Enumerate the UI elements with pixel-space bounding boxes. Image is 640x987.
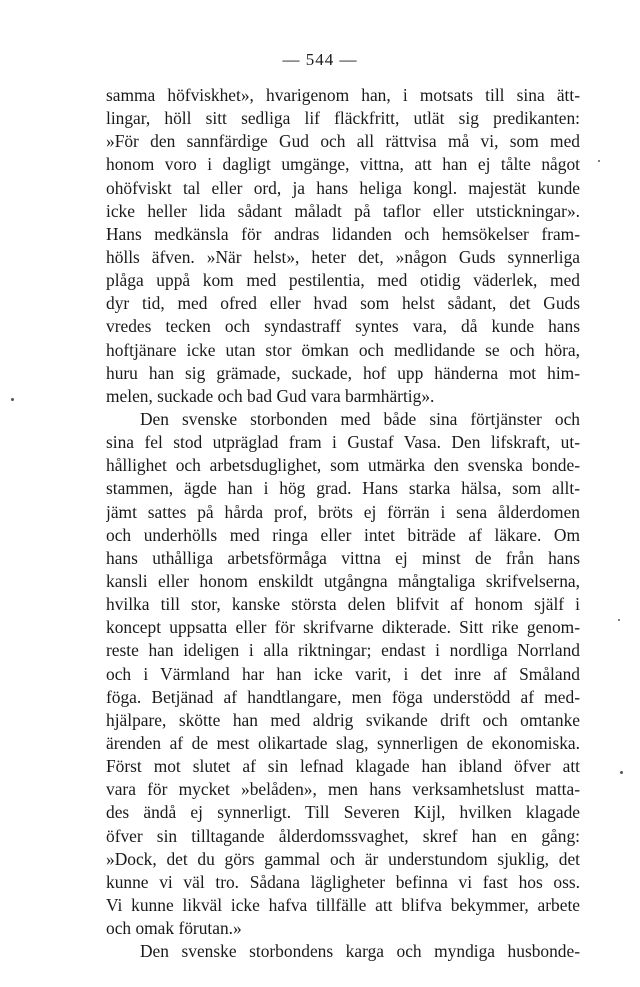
text-line: koncept uppsatta eller för skrifvarne dikterade. Sitt rike genom-: [106, 617, 580, 638]
text-line: dyr tid, med ofred eller hvad som helst sådant, det Guds: [106, 293, 580, 314]
text-line: vredes tecken och syndastraff syntes vara, då kunde hans: [106, 316, 580, 337]
text-line: des ändå ej synnerligt. Till Severen Kijl, hvilken klagade: [106, 802, 580, 823]
text-line: melen, suckade och bad Gud vara barmhärtig».: [106, 385, 435, 406]
text-line: »För den sannfärdige Gud och all rättvisa må vi, som med: [106, 131, 580, 152]
scan-speck: [618, 619, 620, 621]
text-line: och omak förutan.»: [106, 918, 242, 939]
text-line: honom voro i dagligt umgänge, vittna, att han ej tålte något: [106, 154, 580, 175]
text-line: Vi kunne likväl icke hafva tillfälle att blifva bekymmer, arbete: [106, 894, 580, 915]
text-line: föga. Betjänad af handtlangare, men föga understödd af med-: [106, 686, 580, 707]
text-line: hjälpare, skötte han med aldrig svikande drift och omtanke: [106, 709, 580, 730]
scan-speck: [598, 160, 600, 162]
text-line: hållighet och arbetsduglighet, som utmärka den svenska bonde-: [106, 455, 580, 476]
text-line: ärenden af de mest olikartade slag, synnerligen de ekonomiska.: [106, 732, 580, 753]
text-line: samma höfviskhet», hvarigenom han, i motsats till sina ätt-: [106, 85, 580, 105]
body-text: [106, 84, 580, 963]
text-line: hvilka till stor, kanske största delen blifvit af honom själf i: [106, 594, 580, 615]
text-line: kunne vi väl tro. Sådana lägligheter befinna vi fast hos oss.: [106, 871, 580, 892]
text-line: Den svenske storbonden med både sina förtjänster och: [140, 408, 580, 429]
text-line: huru han sig grämade, suckade, hof upp händerna mot him-: [106, 362, 580, 383]
text-line: »Dock, det du görs gammal och är understundom sjuklig, det: [106, 848, 580, 869]
text-line: Hans medkänsla för andras lidanden och hemsökelser fram-: [106, 223, 580, 244]
text-line: jämt sattes på hårda prof, bröts ej förrän i sena ålderdomen: [106, 501, 580, 522]
text-line: öfver sin tilltagande ålderdomssvaghet, skref han en gång:: [106, 825, 580, 846]
text-line: hölls äfven. »När helst», heter det, »någon Guds synnerliga: [106, 246, 580, 267]
text-line: icke heller lida sådant måladt på taflor eller utstickningar».: [106, 200, 580, 221]
paragraph: [106, 84, 580, 408]
text-line: sina fel stod utpräglad fram i Gustaf Vasa. Den lifskraft, ut-: [106, 432, 580, 453]
text-line: hans uthålliga arbetsförmåga vittna ej minst de från hans: [106, 547, 580, 568]
text-line: och i Värmland har han icke varit, i det inre af Småland: [106, 663, 580, 684]
text-line: vara för mycket »belåden», men hans verksamhetslust matta-: [106, 779, 580, 800]
text-line: hoftjänare icke utan stor ömkan och medlidande se och höra,: [106, 339, 580, 360]
text-line: Den svenske storbondens karga och myndiga husbonde-: [140, 941, 580, 962]
scan-speck: [11, 398, 14, 401]
text-line: reste han ideligen i alla riktningar; endast i nordliga Norrland: [106, 640, 580, 661]
scan-speck: [620, 771, 623, 774]
paragraph: [106, 940, 580, 963]
text-line: och underhölls med ringa eller intet biträde af läkare. Om: [106, 524, 580, 545]
page-number: — 544 —: [282, 50, 358, 69]
text-line: ohöfviskt tal eller ord, ja hans heliga kongl. majestät kunde: [106, 177, 580, 198]
text-line: lingar, höll sitt sedliga lif fläckfritt, utlät sig predikanten:: [106, 108, 580, 129]
paragraph: [106, 408, 580, 940]
text-line: Först mot slutet af sin lefnad klagade han ibland öfver att: [106, 756, 580, 777]
text-line: kansli eller honom enskildt utgångna mångtaliga skrifvelserna,: [106, 570, 580, 591]
text-line: stammen, ägde han i hög grad. Hans starka hälsa, som allt-: [106, 478, 580, 499]
text-line: plåga uppå kom med pestilentia, med otidig väderlek, med: [106, 270, 580, 291]
